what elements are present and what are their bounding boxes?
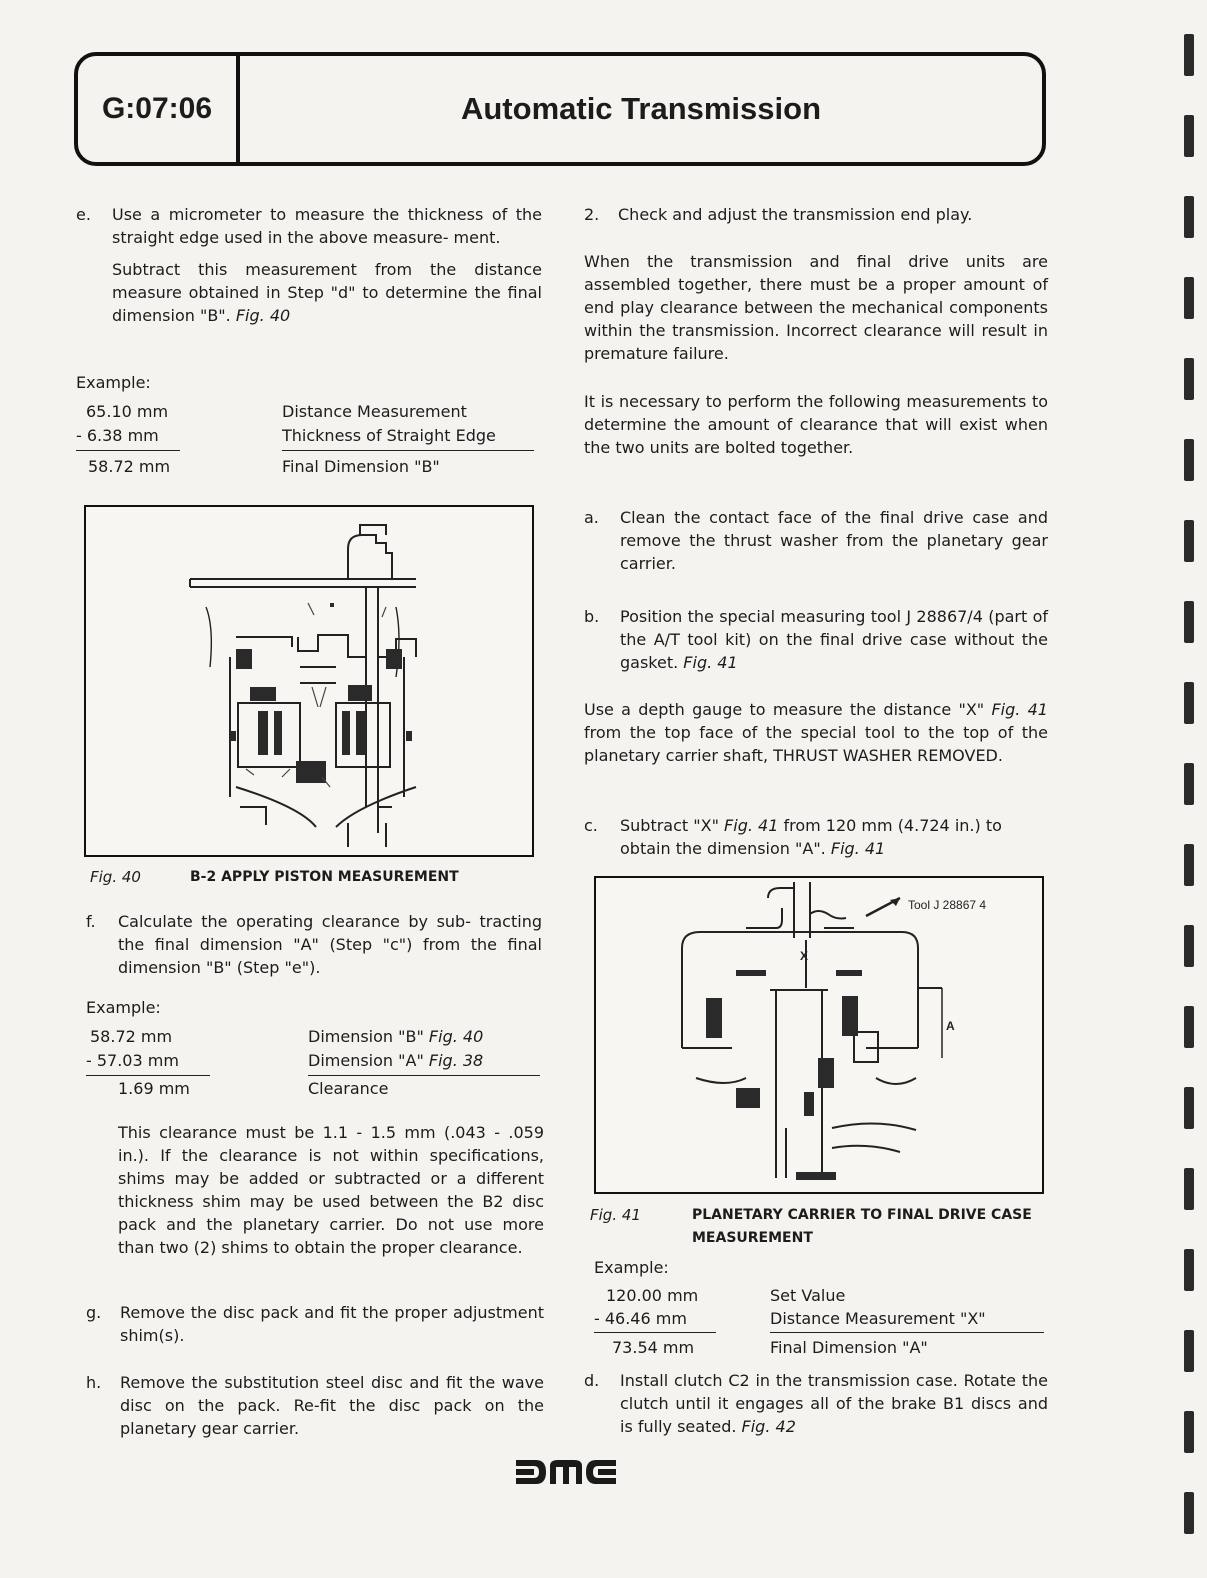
step-f-text: Calculate the operating clearance by sub- tracting the final dimension "A" (Step "c") from the final dimension "B" (Step "e"). [118, 912, 542, 977]
example-desc: Distance Measurement "X" [770, 1309, 986, 1328]
step-2-text: Check and adjust the transmission end play. [618, 205, 973, 224]
piston-cross-section-illustration [86, 507, 532, 855]
step-e-text: Use a micrometer to measure the thickness of the straight edge used in the above measure- ment. [112, 205, 542, 247]
step-label: a. [584, 508, 599, 527]
example-desc: Clearance [308, 1079, 389, 1098]
step-label: h. [86, 1373, 102, 1392]
step-label: d. [584, 1371, 600, 1390]
step-e [76, 203, 542, 327]
end-play-paragraph: When the transmission and final drive units are assembled together, there must be a proper amount of end play clearance between the mechanical components within the transmission. Incorrect clearance will result in premature failure. [584, 252, 1048, 363]
example-heading: Example: [76, 373, 151, 392]
example-desc: Thickness of Straight Edge [282, 426, 496, 445]
step-b [584, 605, 1048, 674]
figure-reference: Fig. 40 [428, 1027, 484, 1046]
figure-reference: Fig. 41 [683, 653, 738, 672]
figure-reference: Fig. 41 [724, 816, 779, 835]
step-label: 2. [584, 205, 600, 224]
example-value: - 57.03 mm [86, 1051, 179, 1070]
sum-rule [282, 450, 534, 451]
example-value: 58.72 mm [88, 457, 171, 476]
figure-40-diagram [84, 505, 534, 857]
page-header [74, 52, 1046, 166]
step-d-text: Install clutch C2 in the transmission case. Rotate the clutch until it engages all of the brake B1 discs and is fully seated. Fig. 42 [620, 1371, 1048, 1436]
figure-caption-text: B-2 APPLY PISTON MEASUREMENT [190, 869, 459, 885]
step-h [86, 1371, 544, 1440]
figure-reference: Fig. 38 [428, 1051, 484, 1070]
figure-reference: Fig. 40 [235, 306, 291, 325]
example-value: - 46.46 mm [594, 1309, 687, 1328]
example-value: - 6.38 mm [76, 426, 159, 445]
step-label: b. [584, 607, 600, 626]
step-c-text: Subtract "X" Fig. 41 from 120 mm (4.724 in.) to obtain the dimension "A". Fig. 41 [620, 816, 1002, 858]
figure-number: Fig. 40 [90, 868, 141, 886]
step-h-text: Remove the substitution steel disc and fit the wave disc on the pack. Re-fit the disc pack on the planetary gear carrier. [120, 1373, 544, 1438]
planetary-carrier-illustration [596, 878, 1042, 1192]
depth-gauge-paragraph: Use a depth gauge to measure the distance "X" Fig. 41 from the top face of the special tool to the top of the planetary carrier shaft, THRUST WASHER REMOVED. [584, 700, 1048, 765]
example-value: 58.72 mm [90, 1027, 173, 1046]
example-desc: Distance Measurement [282, 402, 467, 421]
figure-41-caption [590, 1204, 1040, 1252]
figure-41-diagram [594, 876, 1044, 1194]
sum-rule [770, 1332, 1044, 1333]
figure-reference: Fig. 41 [991, 700, 1048, 719]
step-a-text: Clean the contact face of the final drive case and remove the thrust washer from the planetary gear carrier. [620, 508, 1048, 573]
sum-rule [308, 1075, 540, 1076]
sum-rule [86, 1075, 210, 1076]
sum-rule [594, 1332, 716, 1333]
step-c [584, 814, 1048, 860]
step-d [584, 1369, 1048, 1438]
step-g [86, 1301, 544, 1347]
figure-number: Fig. 41 [590, 1206, 641, 1224]
step-label: e. [76, 205, 91, 224]
step-f [86, 910, 542, 979]
step-label: f. [86, 912, 96, 931]
tool-label: Tool J 28867 4 [908, 898, 987, 912]
step-g-text: Remove the disc pack and fit the proper adjustment shim(s). [120, 1303, 544, 1345]
figure-reference: Fig. 42 [741, 1417, 796, 1436]
step-a [584, 506, 1048, 575]
example-desc: Dimension "B" Fig. 40 [308, 1027, 484, 1046]
figure-40-caption [90, 866, 540, 889]
example-value: 1.69 mm [118, 1079, 190, 1098]
measurements-paragraph: It is necessary to perform the following measurements to determine the amount of clearance that will exist when the two units are bolted together. [584, 392, 1048, 457]
step-label: g. [86, 1303, 102, 1322]
example-desc: Final Dimension "B" [282, 457, 440, 476]
step-2 [584, 203, 1048, 226]
step-label: c. [584, 816, 598, 835]
page-title: Automatic Transmission [460, 91, 822, 126]
example-value: 65.10 mm [86, 402, 169, 421]
step-b-text: Position the special measuring tool J 28867/4 (part of the A/T tool kit) on the final drive case without the gasket. Fig. 41 [620, 607, 1048, 672]
step-e-text-2: Subtract this measurement from the distance measure obtained in Step "d" to determine the final dimension "B". Fig. 40 [112, 260, 542, 325]
clearance-specification: This clearance must be 1.1 - 1.5 mm (.043 - .059 in.). If the clearance is not within specifications, shims may be added or subtracted or a different thickness shim may be used between the B2 disc pack and the planetary carrier. Do not use more than two (2) shims to obtain the proper clearance. [118, 1123, 544, 1257]
example-value: 73.54 mm [612, 1338, 695, 1357]
example-heading: Example: [86, 998, 161, 1017]
example-desc: Dimension "A" Fig. 38 [308, 1051, 484, 1070]
example-heading: Example: [594, 1258, 669, 1277]
sum-rule [76, 450, 180, 451]
example-value: 120.00 mm [606, 1286, 699, 1305]
dimension-a-label: A [946, 1019, 955, 1033]
example-desc: Final Dimension "A" [770, 1338, 928, 1357]
section-code: G:07:06 [78, 56, 240, 162]
dmc-logo [516, 1458, 616, 1486]
example-desc: Set Value [770, 1286, 846, 1305]
figure-reference: Fig. 41 [830, 839, 886, 858]
dimension-x-label: X [800, 949, 809, 963]
figure-caption-text: PLANETARY CARRIER TO FINAL DRIVE CASE MEASUREMENT [692, 1207, 1032, 1246]
